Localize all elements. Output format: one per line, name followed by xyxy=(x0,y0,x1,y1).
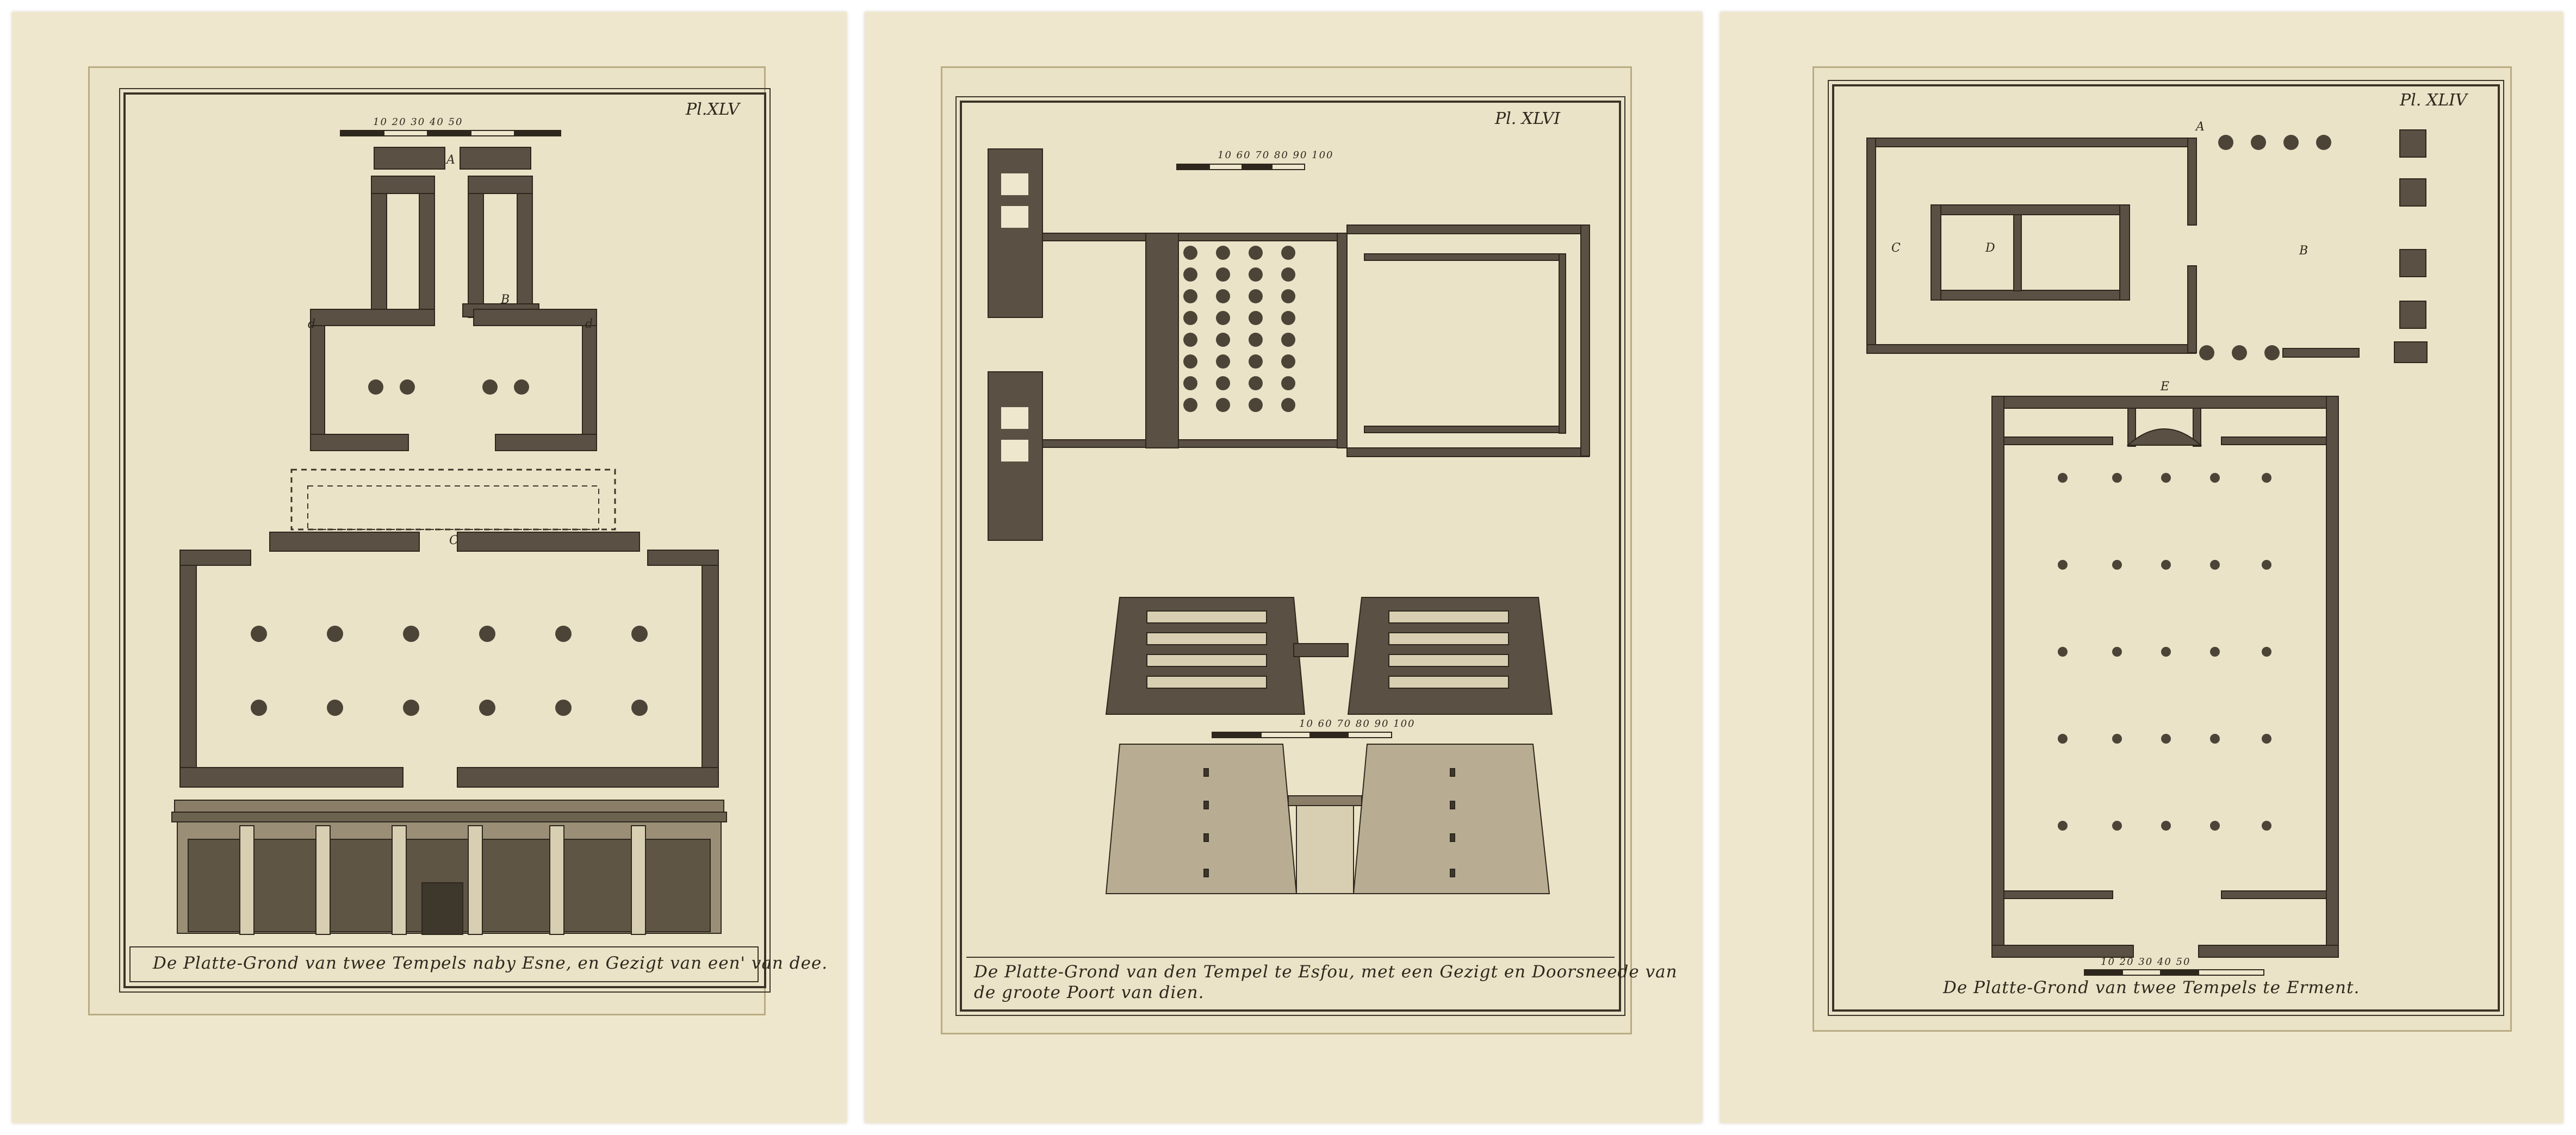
scale-bar xyxy=(340,130,561,136)
temple-plan-esne xyxy=(126,95,764,986)
pylon-section xyxy=(1106,597,1552,714)
letter-b: B xyxy=(501,293,510,307)
plate-caption: De Platte-Grond van twee Tempels te Erment. xyxy=(1943,978,2360,997)
sheet-plate-46 xyxy=(865,12,1702,1123)
plate-number: Pl. XLIV xyxy=(2400,91,2467,110)
plate-caption: De Platte-Grond van twee Tempels naby Esne, en Gezigt van een' van dee. xyxy=(153,953,828,973)
plate-frame xyxy=(960,101,1678,1012)
letter-a: A xyxy=(2196,120,2205,134)
scale-label: 10 20 30 40 50 xyxy=(2101,956,2191,968)
letter-a: A xyxy=(446,153,455,167)
scale-label-middle: 10 60 70 80 90 100 xyxy=(1299,718,1416,729)
pylon-elevation xyxy=(1106,744,1549,894)
plate-frame xyxy=(1832,84,2500,1012)
letter-c: C xyxy=(449,534,458,547)
caption-line-1: De Platte-Grond van den Tempel te Esfou, met een Gezigt en Doorsneede van xyxy=(974,962,1678,982)
scale-bar xyxy=(2084,970,2264,975)
letter-c: C xyxy=(1891,241,1901,255)
scale-label: 10 20 30 40 50 xyxy=(373,116,463,128)
caption-line-2: de groote Poort van dien. xyxy=(974,983,1205,1002)
letter-b: B xyxy=(2299,244,2308,258)
temple-facade xyxy=(172,800,727,934)
plate-frame xyxy=(123,92,828,988)
plate-number: Pl. XLVI xyxy=(1495,109,1561,128)
temple-plan-edfu xyxy=(962,103,1678,1009)
plate-caption xyxy=(974,962,1678,1003)
letter-d-right: d xyxy=(585,317,593,331)
sheet-plate-44 xyxy=(1720,12,2563,1123)
letter-e: E xyxy=(2161,380,2170,394)
temple-plan-erment xyxy=(1834,86,2498,1009)
scale-label-top: 10 60 70 80 90 100 xyxy=(1218,149,1334,161)
plate-number: Pl.XLV xyxy=(686,100,740,119)
letter-d: D xyxy=(1985,241,1995,255)
letter-d-left: d xyxy=(308,317,316,331)
sheet-plate-45 xyxy=(12,12,847,1123)
